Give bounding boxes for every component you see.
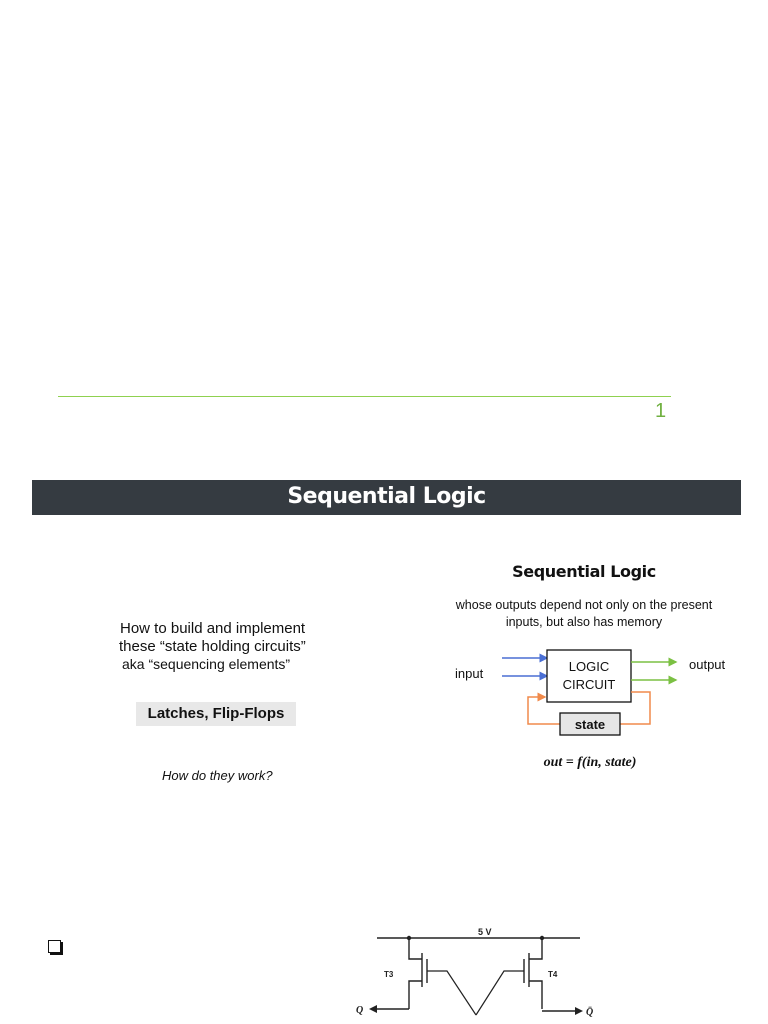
question-line-2: these “state holding circuits” <box>119 638 306 655</box>
slide-banner <box>32 480 741 515</box>
supply-label: 5 V <box>478 927 492 937</box>
description-line-2: inputs, but also has memory <box>505 615 663 629</box>
question-line-3: aka “sequencing elements” <box>122 656 291 672</box>
latches-highlight: Latches, Flip-Flops <box>136 702 296 726</box>
cross-couple-wires <box>427 971 524 1015</box>
how-work-question: How do they work? <box>162 768 273 783</box>
cross-coupled-transistor-circuit <box>352 915 612 1024</box>
logic-box-line-2: CIRCUIT <box>562 677 616 692</box>
banner-title: Sequential Logic <box>287 484 486 509</box>
left-node-label: Q <box>356 1005 364 1016</box>
right-arrow-icon <box>575 1007 583 1015</box>
question-line-1: How to build and implement <box>120 620 306 637</box>
logic-box-line-1: LOGIC <box>568 659 610 674</box>
sequential-logic-description <box>446 597 722 631</box>
right-node-label: Q̄ <box>586 1007 594 1018</box>
transistor-t3 <box>409 938 427 1009</box>
bullet-checkbox-icon <box>48 940 61 953</box>
t3-label: T3 <box>384 970 394 979</box>
sequential-logic-title: Sequential Logic <box>512 562 656 581</box>
sequential-logic-diagram <box>450 640 740 775</box>
transistor-t4 <box>524 938 542 1009</box>
state-label: state <box>574 717 606 732</box>
page-number: 1 <box>655 400 667 422</box>
description-line-1: whose outputs depend not only on the present <box>455 598 713 612</box>
logic-circuit-box <box>547 650 631 702</box>
footer-rule <box>58 396 671 397</box>
formula: out = f(in, state) <box>543 755 637 770</box>
input-label: input <box>455 666 484 681</box>
left-arrow-icon <box>369 1005 377 1013</box>
output-label: output <box>689 657 726 672</box>
t4-label: T4 <box>548 970 558 979</box>
